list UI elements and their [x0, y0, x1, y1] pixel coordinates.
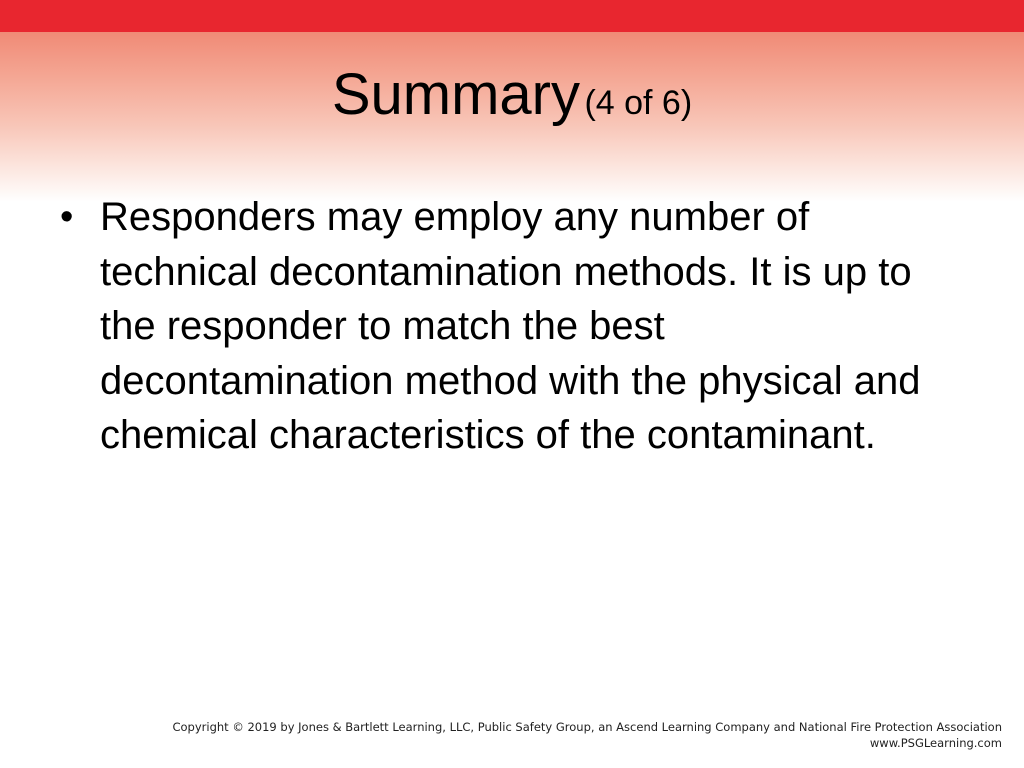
slide-title-main: Summary [331, 62, 580, 127]
slide-title-counter: (4 of 6) [584, 84, 693, 122]
top-red-bar [0, 0, 1024, 32]
bullet-item [60, 190, 960, 463]
bullet-marker: • [60, 196, 74, 238]
footer-copyright: Copyright © 2019 by Jones & Bartlett Learning, LLC, Public Safety Group, an Ascend Learning Company and National Fire Protection Association [172, 720, 1002, 734]
footer-website: www.PSGLearning.com [869, 736, 1002, 750]
slide-title [0, 62, 1024, 127]
bullet-text: Responders may employ any number of technical decontamination methods. It is up to the responder to match the best decontamination method with the physical and chemical characteristics of the contaminant. [100, 195, 921, 457]
footer [172, 719, 1002, 751]
